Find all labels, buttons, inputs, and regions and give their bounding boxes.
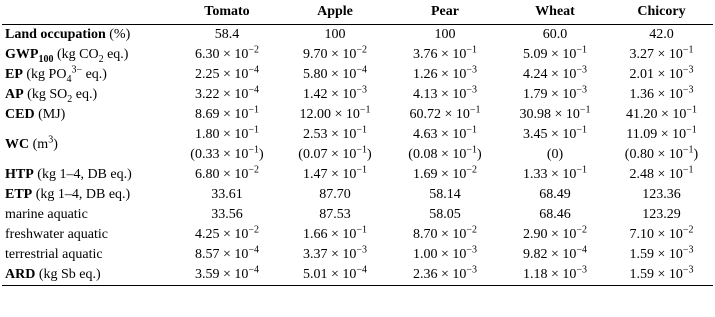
table-row-ard: [2, 265, 713, 286]
cell: $12.00 \times 10^{-1}$: [299, 104, 371, 122]
table-row-land-occupation: [2, 25, 713, 46]
cell: $2.48 \times 10^{-1}$: [629, 164, 694, 182]
cell: $9.82 \times 10^{-4}$: [522, 244, 588, 262]
cell: $(0.33 \times 10^{-1})$: [190, 144, 264, 162]
cell: 33.61: [211, 187, 243, 202]
cell: $4.24 \times 10^{-3}$: [522, 64, 588, 82]
cell: $30.98 \times 10^{-1}$: [519, 104, 591, 122]
cell: $3.37 \times 10^{-3}$: [302, 244, 368, 262]
cell: 87.53: [319, 207, 351, 222]
cell: 123.29: [642, 207, 681, 222]
header-pear: Pear: [431, 4, 459, 19]
cell: $(0.80 \times 10^{-1})$: [624, 144, 699, 162]
cell: $1.18 \times 10^{-3}$: [522, 264, 588, 282]
cell: 123.36: [642, 187, 681, 202]
cell: $5.80 \times 10^{-4}$: [302, 64, 368, 82]
cell: $1.69 \times 10^{-2}$: [412, 164, 478, 182]
row-label: ETP (kg 1–4, DB eq.): [5, 187, 131, 202]
cell: 68.46: [539, 207, 571, 222]
cell: $6.30 \times 10^{-2}$: [194, 44, 260, 62]
header-wheat: Wheat: [535, 4, 575, 19]
table-row-ep: [2, 65, 713, 85]
cell: $1.36 \times 10^{-3}$: [629, 84, 694, 102]
header-empty: [2, 0, 174, 25]
cell: $1.42 \times 10^{-3}$: [302, 84, 368, 102]
data-table: [2, 0, 713, 286]
cell: $3.22 \times 10^{-4}$: [194, 84, 260, 102]
row-label: HTP (kg 1–4, DB eq.): [5, 167, 132, 182]
row-label: ARD (kg Sb eq.): [5, 267, 101, 282]
row-label: EP (kg $PO_4^{3-}$ eq.): [5, 64, 107, 85]
cell: $1.47 \times 10^{-1}$: [302, 164, 368, 182]
table-row-freshwater-aquatic: [2, 225, 713, 245]
cell: 87.70: [319, 187, 351, 202]
cell: $1.59 \times 10^{-3}$: [629, 244, 694, 262]
cell: $1.66 \times 10^{-1}$: [302, 224, 368, 242]
cell: $6.80 \times 10^{-2}$: [194, 164, 260, 182]
cell: 100: [434, 27, 456, 42]
cell: $4.25 \times 10^{-2}$: [194, 224, 260, 242]
row-label: marine aquatic: [5, 207, 88, 222]
cell: (0): [546, 147, 564, 162]
header-apple: Apple: [317, 4, 353, 19]
table-row-gwp: [2, 45, 713, 65]
cell: 60.0: [542, 27, 568, 42]
cell: $60.72 \times 10^{-1}$: [409, 104, 481, 122]
cell: $5.09 \times 10^{-1}$: [522, 44, 588, 62]
cell: 68.49: [539, 187, 571, 202]
cell: $2.01 \times 10^{-3}$: [629, 64, 694, 82]
cell: $4.63 \times 10^{-1}$: [412, 124, 478, 142]
cell: $5.01 \times 10^{-4}$: [302, 264, 368, 282]
cell: $41.20 \times 10^{-1}$: [625, 104, 698, 122]
table-row-htp: [2, 165, 713, 185]
row-label: CED (MJ): [5, 107, 66, 122]
cell: $7.10 \times 10^{-2}$: [629, 224, 694, 242]
cell: $2.36 \times 10^{-3}$: [412, 264, 478, 282]
cell: 58.4: [214, 27, 240, 42]
cell: $1.26 \times 10^{-3}$: [412, 64, 478, 82]
cell: $2.53 \times 10^{-1}$: [302, 124, 368, 142]
cell: $11.09 \times 10^{-1}$: [626, 124, 697, 142]
cell: $3.27 \times 10^{-1}$: [629, 44, 694, 62]
cell: $3.59 \times 10^{-4}$: [194, 264, 260, 282]
cell: $4.13 \times 10^{-3}$: [412, 84, 478, 102]
cell: $1.79 \times 10^{-3}$: [522, 84, 588, 102]
table-row-etp: [2, 185, 713, 205]
table-row-wc: [2, 125, 713, 145]
cell: 58.14: [429, 187, 461, 202]
row-label: freshwater aquatic: [5, 227, 108, 242]
table-row-ced: [2, 105, 713, 125]
table-row-marine-aquatic: [2, 205, 713, 225]
cell: $3.45 \times 10^{-1}$: [522, 124, 588, 142]
cell: $2.25 \times 10^{-4}$: [194, 64, 260, 82]
cell: $8.70 \times 10^{-2}$: [412, 224, 478, 242]
cell: 58.05: [429, 207, 461, 222]
header-tomato: Tomato: [204, 4, 250, 19]
header-row: [2, 0, 713, 25]
cell: 100: [324, 27, 346, 42]
row-label: terrestrial aquatic: [5, 247, 103, 262]
row-label: WC $(m^3)$: [5, 134, 58, 152]
cell: $8.69 \times 10^{-1}$: [194, 104, 260, 122]
cell: $9.70 \times 10^{-2}$: [302, 44, 368, 62]
row-label: AP (kg $SO_2$ eq.): [5, 87, 98, 105]
cell: $3.76 \times 10^{-1}$: [412, 44, 478, 62]
row-label: Land occupation (%): [5, 27, 131, 42]
cell: $8.57 \times 10^{-4}$: [194, 244, 260, 262]
row-label: $GWP_{100}$ (kg $CO_2$ eq.): [5, 47, 129, 65]
cell: $1.33 \times 10^{-1}$: [522, 164, 588, 182]
cell: $1.00 \times 10^{-3}$: [412, 244, 478, 262]
table-row-terrestrial-aquatic: [2, 245, 713, 265]
header-chicory: Chicory: [637, 4, 686, 19]
cell: $(0.07 \times 10^{-1})$: [298, 144, 372, 162]
cell: 42.0: [649, 27, 674, 42]
cell: $2.90 \times 10^{-2}$: [522, 224, 588, 242]
cell: $(0.08 \times 10^{-1})$: [408, 144, 482, 162]
cell: 33.56: [211, 207, 243, 222]
cell: $1.80 \times 10^{-1}$: [194, 124, 260, 142]
table-row-ap: [2, 85, 713, 105]
cell: $1.59 \times 10^{-3}$: [629, 264, 694, 282]
